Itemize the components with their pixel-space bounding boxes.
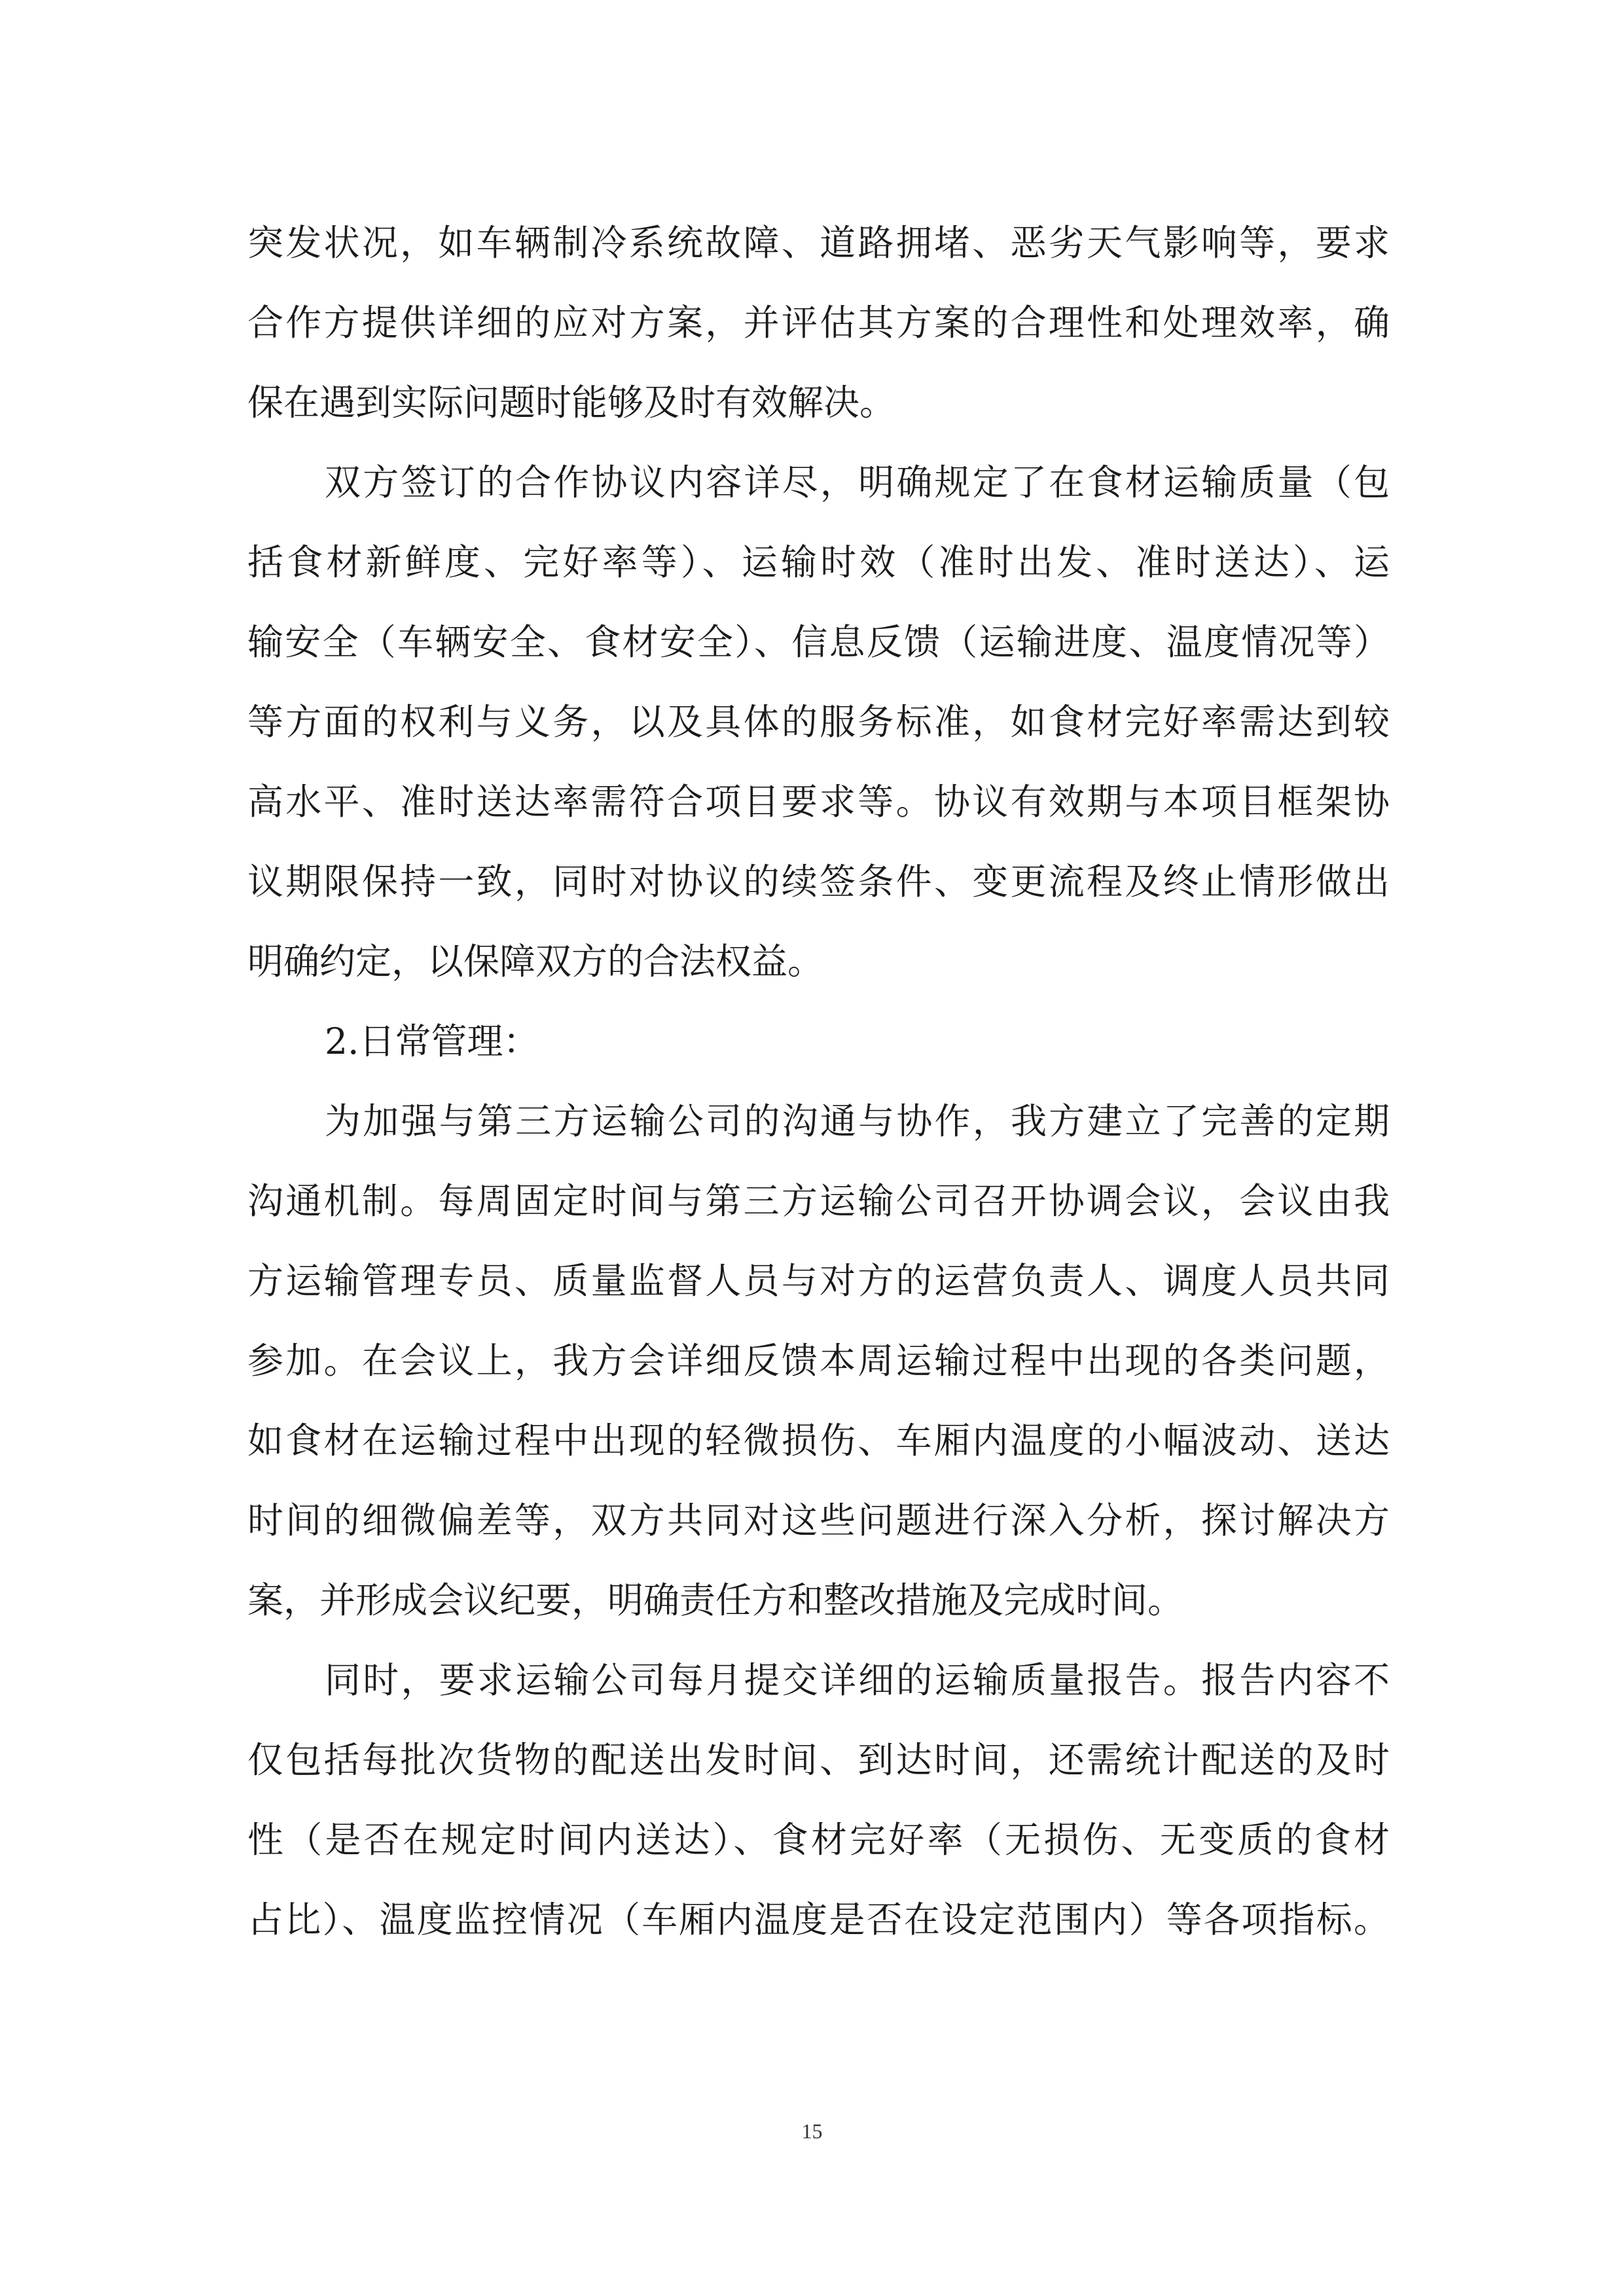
- body-text: [247, 203, 1390, 1960]
- text-line: 占比）、温度监控情况（车厢内温度是否在设定范围内）等各项指标。: [247, 1899, 1390, 1941]
- text-line: 高水平、准时送达率需符合项目要求等。协议有效期与本项目框架协: [247, 781, 1390, 823]
- text-line: 括食材新鲜度、完好率等）、运输时效（准时出发、准时送达）、运: [247, 541, 1390, 583]
- text-line: 突发状况，如车辆制冷系统故障、道路拥堵、恶劣天气影响等，要求: [247, 222, 1390, 264]
- text-line: 性（是否在规定时间内送达）、食材完好率（无损伤、无变质的食材: [247, 1819, 1390, 1861]
- text-line: 合作方提供详细的应对方案，并评估其方案的合理性和处理效率，确: [247, 302, 1390, 344]
- section-heading: 2.日常管理：: [325, 1020, 539, 1062]
- text-line: 时间的细微偏差等，双方共同对这些问题进行深入分析，探讨解决方: [247, 1499, 1390, 1541]
- text-line: 仅包括每批次货物的配送出发时间、到达时间，还需统计配送的及时: [247, 1739, 1390, 1781]
- text-line: 参加。在会议上，我方会详细反馈本周运输过程中出现的各类问题，: [247, 1340, 1390, 1382]
- text-line: 方运输管理专员、质量监督人员与对方的运营负责人、调度人员共同: [247, 1260, 1390, 1302]
- text-line: 保在遇到实际问题时能够及时有效解决。: [247, 382, 896, 423]
- text-line: 如食材在运输过程中出现的轻微损伤、车厢内温度的小幅波动、送达: [247, 1420, 1390, 1462]
- page-number: 15: [801, 2119, 823, 2143]
- text-line: 议期限保持一致，同时对协议的续签条件、变更流程及终止情形做出: [247, 861, 1390, 903]
- text-line: 输安全（车辆安全、食材安全）、信息反馈（运输进度、温度情况等）: [247, 621, 1390, 663]
- paragraph-first-line: 同时，要求运输公司每月提交详细的运输质量报告。报告内容不: [325, 1659, 1390, 1701]
- text-line: 案，并形成会议纪要，明确责任方和整改措施及完成时间。: [247, 1579, 1184, 1621]
- text-line: 明确约定，以保障双方的合法权益。: [247, 941, 824, 982]
- paragraph-first-line: 为加强与第三方运输公司的沟通与协作，我方建立了完善的定期: [325, 1100, 1390, 1142]
- text-line: 沟通机制。每周固定时间与第三方运输公司召开协调会议，会议由我: [247, 1180, 1390, 1222]
- text-line: 等方面的权利与义务，以及具体的服务标准，如食材完好率需达到较: [247, 701, 1390, 743]
- paragraph-first-line: 双方签订的合作协议内容详尽，明确规定了在食材运输质量（包: [325, 461, 1390, 503]
